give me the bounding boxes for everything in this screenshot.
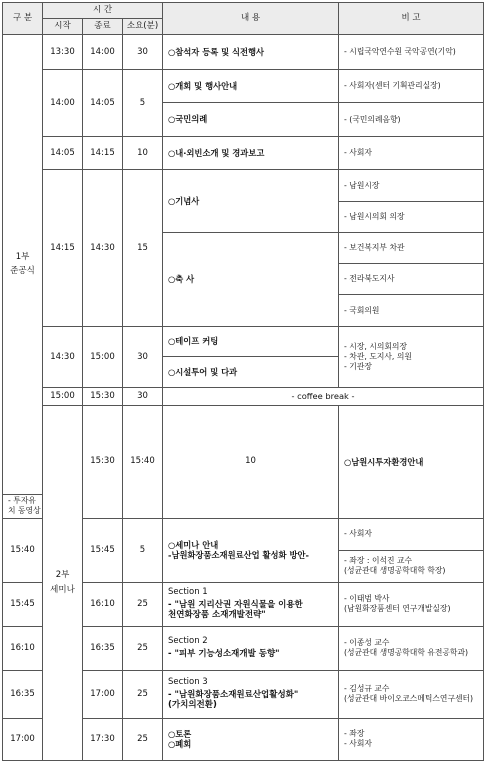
content: ○테이프 커팅 bbox=[163, 327, 339, 357]
duration: 5 bbox=[123, 518, 163, 582]
note: - 사회자 bbox=[339, 518, 484, 550]
section-topic: - "남원화장품소재원료산업활성화" (가치의전환) bbox=[168, 689, 299, 711]
header-time: 시 간 bbox=[43, 3, 163, 19]
content bbox=[163, 518, 339, 582]
content: ○남원시투자환경안내 bbox=[339, 406, 484, 519]
end-time: 15:45 bbox=[83, 518, 123, 582]
end-time: 17:00 bbox=[83, 670, 123, 718]
start-time: 16:35 bbox=[3, 670, 43, 718]
end-time: 16:35 bbox=[83, 626, 123, 670]
duration: 25 bbox=[123, 670, 163, 718]
start-time: 15:00 bbox=[43, 388, 83, 406]
duration: 30 bbox=[123, 35, 163, 70]
note: - (국민의례음향) bbox=[339, 103, 484, 137]
note: - 남원시의회 의장 bbox=[339, 202, 484, 233]
note: - 시립국악연수원 국악공연(기악) bbox=[339, 35, 484, 70]
duration: 30 bbox=[123, 388, 163, 406]
table-row bbox=[3, 70, 484, 103]
table-row bbox=[3, 137, 484, 170]
note: - 국회의원 bbox=[339, 295, 484, 327]
content bbox=[163, 670, 339, 718]
table-row bbox=[3, 170, 484, 202]
end-time: 14:00 bbox=[83, 35, 123, 70]
note bbox=[339, 718, 484, 760]
note bbox=[339, 550, 484, 582]
header-start: 시작 bbox=[43, 19, 83, 35]
note bbox=[339, 327, 484, 388]
table-row bbox=[3, 406, 484, 495]
content: ○축 사 bbox=[163, 233, 339, 327]
note-text: - 좌장 - 사회자 bbox=[344, 729, 372, 749]
section-1-title: 준공식 bbox=[10, 266, 35, 277]
header-content: 내 용 bbox=[163, 3, 339, 35]
start-time: 16:10 bbox=[3, 626, 43, 670]
section-topic: - "남원 지리산권 자원식물을 이용한 천연화장품 소재개발전략" bbox=[168, 599, 303, 621]
section-title: Section 3 bbox=[168, 677, 208, 688]
content: ○국민의례 bbox=[163, 103, 339, 137]
end-time: 17:30 bbox=[83, 718, 123, 760]
content bbox=[163, 582, 339, 626]
note: - 사회자(센터 기획관리실장) bbox=[339, 70, 484, 103]
note: - 전라북도지사 bbox=[339, 264, 484, 295]
end-time: 16:10 bbox=[83, 582, 123, 626]
section-title: Section 1 bbox=[168, 587, 208, 598]
content: ○기념사 bbox=[163, 170, 339, 233]
end-time: 14:30 bbox=[83, 170, 123, 327]
section-title: Section 2 bbox=[168, 636, 208, 647]
duration: 10 bbox=[163, 406, 339, 519]
section-1-cell bbox=[3, 35, 43, 495]
header-note: 비 고 bbox=[339, 3, 484, 35]
note-text: - 이태범 박사 (남원화장품센터 연구개발실장) bbox=[344, 594, 451, 614]
header-section: 구 분 bbox=[3, 3, 43, 35]
start-time: 14:00 bbox=[43, 70, 83, 137]
content-line: -남원화장품소재원료산업 활성화 방안- bbox=[168, 550, 309, 561]
start-time: 15:40 bbox=[3, 518, 43, 582]
note-text: - 좌장 : 이석진 교수 (성균관대 생명공학대학 학장) bbox=[344, 556, 446, 576]
header-duration: 소요(분) bbox=[123, 19, 163, 35]
end-time: 15:00 bbox=[83, 327, 123, 388]
duration: 5 bbox=[123, 70, 163, 137]
content: ○시설투어 및 다과 bbox=[163, 357, 339, 388]
content: ○참석자 등록 및 식전행사 bbox=[163, 35, 339, 70]
duration: 15 bbox=[123, 170, 163, 327]
content-line: ○폐회 bbox=[168, 739, 192, 750]
header-end: 종료 bbox=[83, 19, 123, 35]
note: - 남원시장 bbox=[339, 170, 484, 202]
duration: 10 bbox=[123, 137, 163, 170]
end-time: 15:30 bbox=[83, 388, 123, 406]
start-time: 15:45 bbox=[3, 582, 43, 626]
note bbox=[339, 670, 484, 718]
section-2-cell bbox=[43, 406, 83, 761]
table-row bbox=[3, 327, 484, 357]
start-time: 13:30 bbox=[43, 35, 83, 70]
end-time: 15:40 bbox=[123, 406, 163, 519]
end-time: 14:15 bbox=[83, 137, 123, 170]
end-time: 14:05 bbox=[83, 70, 123, 137]
content bbox=[163, 718, 339, 760]
schedule-table bbox=[2, 2, 484, 761]
section-topic: - "피부 기능성소재개발 동향" bbox=[168, 649, 280, 660]
content: ○개회 및 행사안내 bbox=[163, 70, 339, 103]
note: - 투자유치 동영상 bbox=[3, 494, 43, 518]
start-time: 15:30 bbox=[83, 406, 123, 519]
duration: 25 bbox=[123, 582, 163, 626]
start-time: 17:00 bbox=[3, 718, 43, 760]
content-line: ○토론 bbox=[168, 728, 192, 739]
section-2-title: 세미나 bbox=[50, 584, 75, 595]
note-text: - 시장, 시의회의장 - 차관, 도지사, 의원 - 기관장 bbox=[344, 342, 412, 371]
content: ○내·외빈소개 및 경과보고 bbox=[163, 137, 339, 170]
duration: 25 bbox=[123, 718, 163, 760]
table-row bbox=[3, 388, 484, 406]
section-2-label: 2부 bbox=[55, 570, 70, 581]
start-time: 14:30 bbox=[43, 327, 83, 388]
note-text: - 이종성 교수 (성균관대 생명공학대학 유전공학과) bbox=[344, 638, 469, 658]
note: - 사회자 bbox=[339, 137, 484, 170]
duration: 25 bbox=[123, 626, 163, 670]
start-time: 14:15 bbox=[43, 170, 83, 327]
duration: 30 bbox=[123, 327, 163, 388]
content bbox=[163, 626, 339, 670]
note bbox=[339, 626, 484, 670]
start-time: 14:05 bbox=[43, 137, 83, 170]
section-1-label: 1부 bbox=[15, 251, 30, 262]
coffee-break: - coffee break - bbox=[163, 388, 484, 406]
content-line: ○세미나 안내 bbox=[168, 539, 219, 550]
note: - 보건복지부 차관 bbox=[339, 233, 484, 264]
note-text: - 김성규 교수 (성균관대 바이오코스메틱스연구센터) bbox=[344, 684, 474, 704]
note bbox=[339, 582, 484, 626]
table-row bbox=[3, 35, 484, 70]
